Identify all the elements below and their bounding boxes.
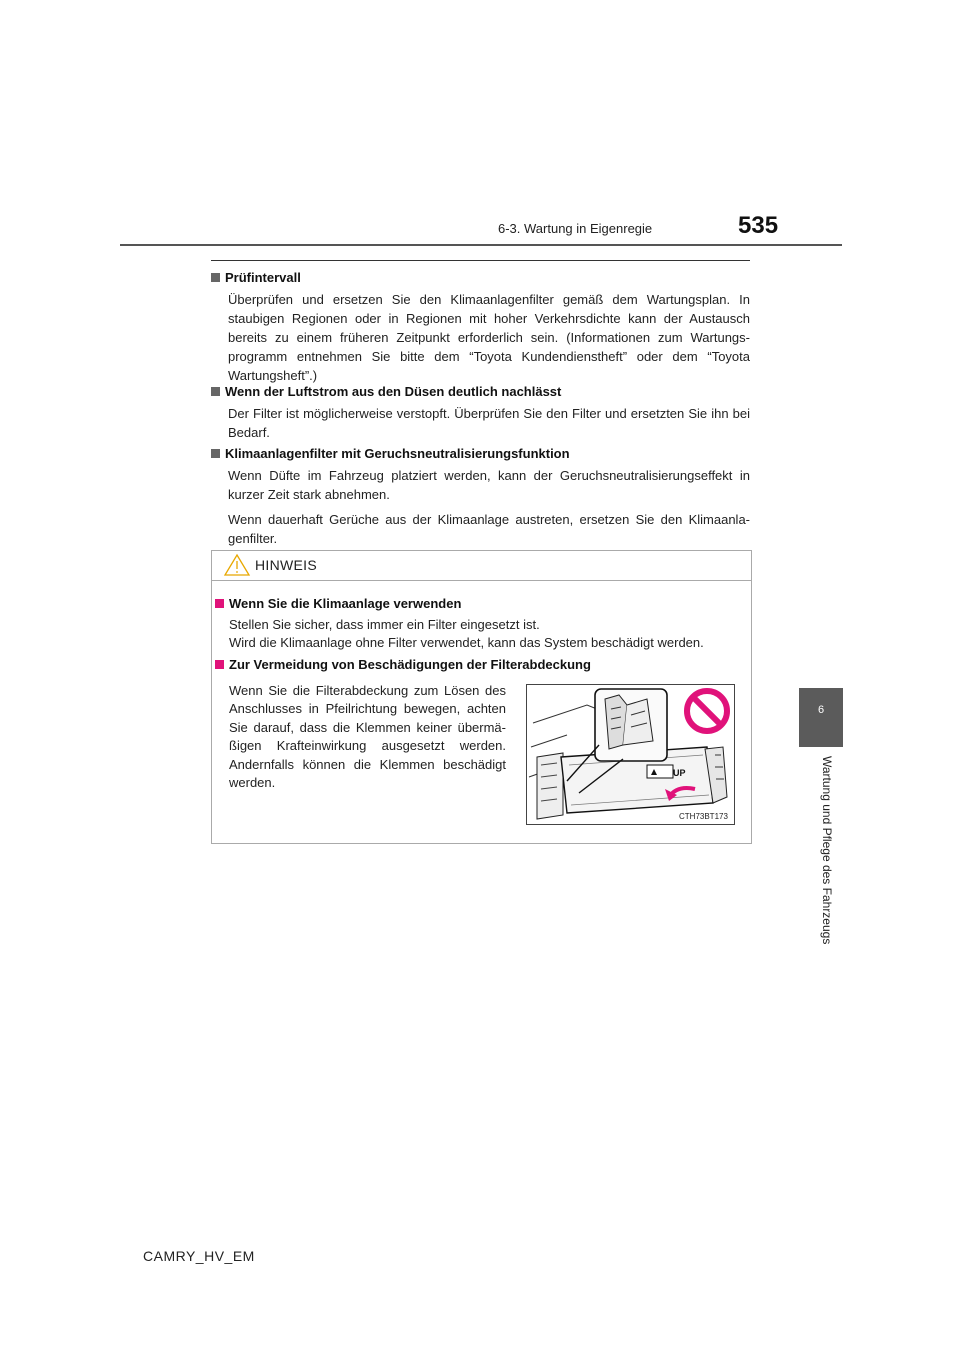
notice-section-title: Wenn Sie die Klimaanlage verwenden <box>229 596 462 611</box>
section-geruchsneutralisierung <box>211 445 750 554</box>
page-number: 535 <box>738 212 779 239</box>
bullet-square <box>211 449 220 458</box>
filter-cover-figure <box>526 684 735 825</box>
section-paragraph: Wenn Düfte im Fahrzeug platziert werden, kann der Geruchsneutralisierungseffekt in kurzer Zeit stark abnehmen. <box>228 468 750 502</box>
section-paragraph: Der Filter ist möglicherweise verstopft. Überprüfen Sie den Filter und ersetzten Sie ihn bei Bedarf. <box>228 406 750 440</box>
section-luftstrom <box>211 383 750 448</box>
prohibition-icon <box>683 687 731 735</box>
chapter-title: 6-3. Wartung in Eigenregie <box>498 221 653 236</box>
notice-section-klimaanlage <box>215 595 743 652</box>
warning-triangle-icon <box>223 553 251 577</box>
bullet-square <box>211 387 220 396</box>
chapter-tab-number: 6 <box>817 704 825 716</box>
notice-section-title: Zur Vermeidung von Beschädigungen der Filterabdeckung <box>229 657 591 672</box>
notice-header-divider <box>211 580 751 581</box>
chapter-tab-label: Wartung und Pflege des Fahrzeugs <box>820 756 834 945</box>
notice-section-filterabdeckung <box>215 656 743 674</box>
figure-code: CTH73BT173 <box>679 812 728 821</box>
model-code: CAMRY_HV_EM <box>143 1248 255 1264</box>
section-title: Prüfintervall <box>225 270 301 285</box>
up-label: UP <box>673 768 686 778</box>
header-divider <box>120 244 842 246</box>
section-paragraph: Wenn dauerhaft Gerüche aus der Klimaanlage austreten, ersetzen Sie den Klimaanla-genfilter. <box>228 512 750 546</box>
notice-title: HINWEIS <box>255 557 317 573</box>
bullet-square <box>211 273 220 282</box>
bullet-square <box>215 599 224 608</box>
section-title: Wenn der Luftstrom aus den Düsen deutlich nachlässt <box>225 384 562 399</box>
section-title: Klimaanlagenfilter mit Geruchsneutralisierungsfunktion <box>225 446 570 461</box>
section-paragraph: Überprüfen und ersetzen Sie den Klimaanlagenfilter gemäß dem Wartungsplan. In staubigen Regionen oder in Regionen mit hoher Verkehrsdichte kann der Austausch bereits zu einem früheren Zeitpunkt erforderlich sein. (Informationen zum Wartungs-programm entnehmen Sie bitte dem “Toyota Kundendienstheft” oder dem “Toyota Wartungsheft”.) <box>228 292 750 383</box>
notice-line: Stellen Sie sicher, dass immer ein Filter eingesetzt ist. <box>229 617 540 632</box>
bullet-square <box>215 660 224 669</box>
notice-line: Wird die Klimaanlage ohne Filter verwendet, kann das System beschädigt werden. <box>229 635 704 650</box>
notice-paragraph: Wenn Sie die Filterabdeckung zum Lösen des Anschlusses in Pfeilrichtung bewegen, achten Sie darauf, dass die Klemmen keiner übermä-ßigen Krafteinwirkung ausgesetzt werden. Andernfalls können die Klemmen beschädigt werden. <box>229 683 506 791</box>
chapter-tab[interactable] <box>799 688 843 747</box>
section-pruefintervall <box>211 269 750 391</box>
content-divider <box>211 260 750 261</box>
